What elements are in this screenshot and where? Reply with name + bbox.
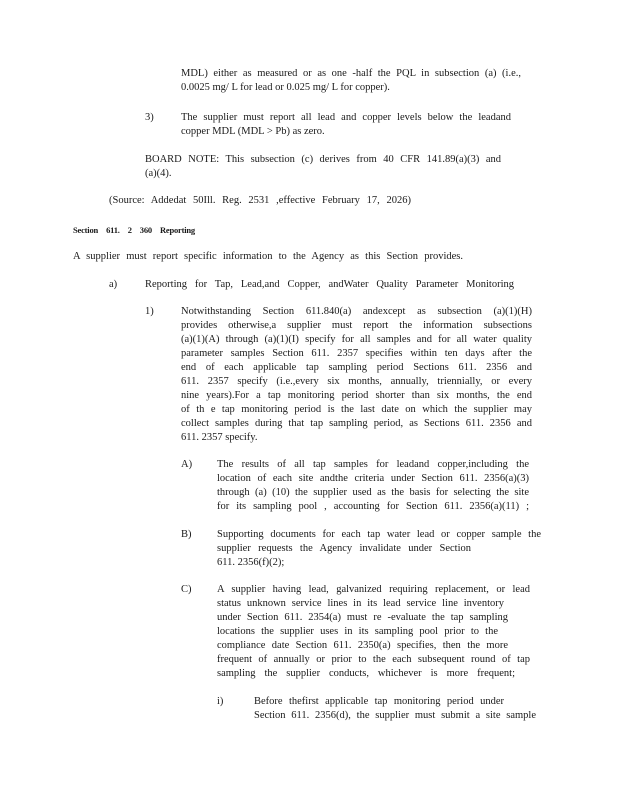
text-line: collect samples during that tap sampling period, as Sections 611. 2356 and: [181, 418, 532, 429]
text-line-inner: sampling the supplier conducts, whichever is more frequent;: [217, 668, 515, 679]
source-note: [109, 194, 411, 208]
text-line: 611. 2357 specify.: [181, 432, 258, 443]
text-line: Supporting documents for each tap water lead or copper sample the: [217, 529, 541, 540]
text-line: location of each site andthe criteria under Section 611. 2356(a)(3): [217, 473, 529, 484]
text-line: copper MDL (MDL > Pb) as zero.: [181, 126, 325, 137]
text-line-inner: locations the supplier uses in its sampling pool prior to the: [217, 626, 498, 637]
subsection-a-text: Reporting for Tap, Lead,and Copper, andWater Quality Parameter Monitoring: [145, 279, 514, 290]
text-line: nine years).For a tap monitoring period shorter than six months, the end: [181, 390, 532, 401]
item-B-label: B): [181, 529, 192, 540]
text-line-inner: Before thefirst applicable tap monitoring period under: [254, 696, 504, 707]
text-line: end of each applicable tap sampling period Sections 611. 2356 and: [181, 362, 532, 373]
text-line: The supplier must report all lead and copper levels below the leadand: [181, 112, 511, 123]
text-line-inner: compliance date Section 611. 2350(a) specifies, then the more: [217, 640, 508, 651]
subsection-a-label: a): [109, 279, 118, 290]
item-1-text: [181, 305, 532, 445]
text-line: [217, 625, 498, 639]
text-line: (a)(1)(A) through (a)(1)(I) specify for all samples and for all water quality: [181, 334, 532, 345]
text-line: MDL) either as measured or as one -half the PQL in subsection (a) (i.e.,: [181, 68, 521, 79]
item-A-label: A): [181, 459, 193, 470]
text-line: A supplier having lead, galvanized requiring replacement, or lead: [217, 584, 530, 595]
item-1-label: 1): [145, 306, 154, 317]
section-heading-text: Section 611. 2 360 Reporting: [73, 225, 195, 235]
text-line: [217, 611, 508, 625]
text-line: 611. 2356(f)(2);: [217, 557, 285, 568]
intro-paragraph: [73, 250, 463, 264]
text-line: [217, 542, 471, 556]
subsection-a-heading: [145, 278, 514, 292]
text-line: (a)(4).: [145, 168, 172, 179]
text-line: through (a) (10) the supplier used as the basis for selecting the site: [217, 487, 529, 498]
text-line: 611. 2357 specify (i.e.,every six months, annually, triennially, or every: [181, 376, 532, 387]
source-text: (Source: Addedat 50Ill. Reg. 2531 ,effective February 17, 2026): [109, 195, 411, 206]
item-A-text: [217, 458, 529, 514]
text-line: [254, 695, 504, 709]
text-line: Section 611. 2356(d), the supplier must submit a site sample: [254, 710, 536, 721]
text-line: BOARD NOTE: This subsection (c) derives from 40 CFR 141.89(a)(3) and: [145, 154, 501, 165]
continued-paragraph: [181, 67, 521, 95]
text-line: [217, 639, 508, 653]
item-i-text: [254, 695, 536, 723]
text-line: for its sampling pool , accounting for Section 611. 2356(a)(11) ;: [217, 501, 529, 512]
text-line: of th e tap monitoring period is the last date on which the supplier may: [181, 404, 532, 415]
item-3-label: 3): [145, 112, 154, 123]
text-line: The results of all tap samples for leadand copper,including the: [217, 459, 529, 470]
text-line: 0.0025 mg/ L for lead or 0.025 mg/ L for copper).: [181, 82, 390, 93]
text-line: provides otherwise,a supplier must report the information subsections: [181, 320, 532, 331]
text-line-inner: status unknown service lines in its lead service line inventory: [217, 598, 504, 609]
board-note: [145, 153, 501, 181]
item-i-label: i): [217, 696, 224, 707]
item-3-text: [181, 111, 511, 139]
section-heading: [73, 223, 195, 237]
item-C-label: C): [181, 584, 192, 595]
intro-text: A supplier must report specific information to the Agency as this Section provides.: [73, 251, 463, 262]
text-line: Notwithstanding Section 611.840(a) andexcept as subsection (a)(1)(H): [181, 306, 532, 317]
text-line: frequent of annually or prior to the each subsequent round of tap: [217, 654, 530, 665]
item-B-text: [217, 528, 541, 570]
text-line: parameter samples Section 611. 2357 specifies within ten days after the: [181, 348, 532, 359]
text-line: [217, 667, 515, 681]
text-line-inner: supplier requests the Agency invalidate under Section: [217, 543, 471, 554]
text-line: [217, 597, 504, 611]
text-line-inner: under Section 611. 2354(a) must re -evaluate the tap sampling: [217, 612, 508, 623]
item-C-text: [217, 583, 530, 681]
